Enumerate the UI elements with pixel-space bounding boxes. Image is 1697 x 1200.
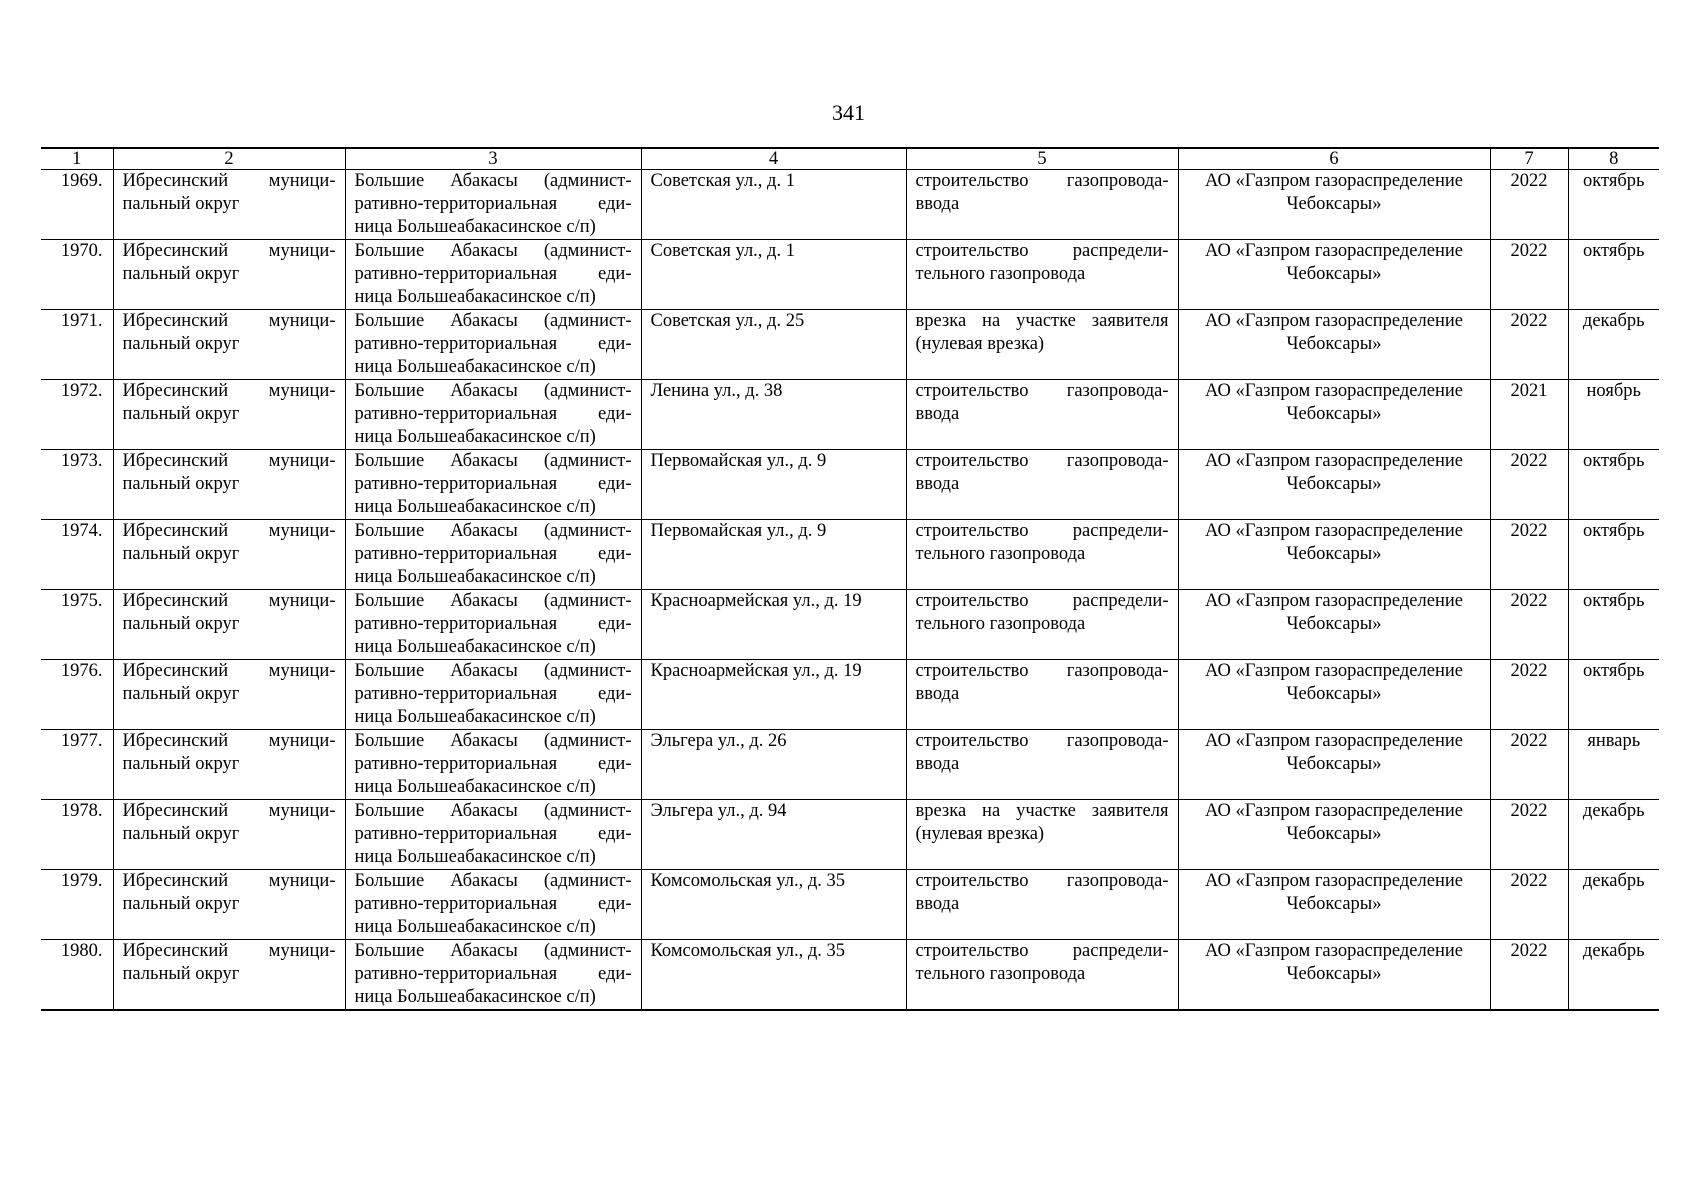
address-cell: Эльгера ул., д. 94: [641, 800, 906, 870]
year-cell: 2022: [1490, 310, 1568, 380]
column-header: 2: [113, 148, 345, 170]
year-cell: 2022: [1490, 520, 1568, 590]
row-number-cell: 1978.: [41, 800, 113, 870]
row-number-cell: 1977.: [41, 730, 113, 800]
month-cell: октябрь: [1568, 660, 1659, 730]
work-type-cell: строительство распредели-тельного газопровода: [906, 240, 1178, 310]
organization-cell: АО «Газпром газораспределение Чебоксары»: [1178, 310, 1490, 380]
month-cell: октябрь: [1568, 590, 1659, 660]
column-header: 5: [906, 148, 1178, 170]
district-cell: Ибресинский муници-пальный округ: [113, 450, 345, 520]
table-row: [41, 520, 1659, 590]
district-cell: Ибресинский муници-пальный округ: [113, 590, 345, 660]
year-cell: 2022: [1490, 660, 1568, 730]
row-number-cell: 1979.: [41, 870, 113, 940]
district-cell: Ибресинский муници-пальный округ: [113, 170, 345, 240]
work-type-cell: строительство распредели-тельного газопровода: [906, 940, 1178, 1011]
district-cell: Ибресинский муници-пальный округ: [113, 520, 345, 590]
table-row: [41, 870, 1659, 940]
work-type-cell: врезка на участке заявителя (нулевая врезка): [906, 310, 1178, 380]
locality-cell: Большие Абакасы (админист-ративно-территориальная еди-ница Большеабакасинское с/п): [345, 870, 641, 940]
locality-cell: Большие Абакасы (админист-ративно-территориальная еди-ница Большеабакасинское с/п): [345, 800, 641, 870]
locality-cell: Большие Абакасы (админист-ративно-территориальная еди-ница Большеабакасинское с/п): [345, 310, 641, 380]
organization-cell: АО «Газпром газораспределение Чебоксары»: [1178, 940, 1490, 1011]
table-row: [41, 240, 1659, 310]
month-cell: декабрь: [1568, 310, 1659, 380]
column-header: 8: [1568, 148, 1659, 170]
year-cell: 2022: [1490, 870, 1568, 940]
work-type-cell: строительство газопровода-ввода: [906, 870, 1178, 940]
district-cell: Ибресинский муници-пальный округ: [113, 870, 345, 940]
table-row: [41, 730, 1659, 800]
locality-cell: Большие Абакасы (админист-ративно-территориальная еди-ница Большеабакасинское с/п): [345, 940, 641, 1011]
month-cell: октябрь: [1568, 170, 1659, 240]
column-header: 3: [345, 148, 641, 170]
work-type-cell: строительство газопровода-ввода: [906, 450, 1178, 520]
organization-cell: АО «Газпром газораспределение Чебоксары»: [1178, 870, 1490, 940]
month-cell: январь: [1568, 730, 1659, 800]
organization-cell: АО «Газпром газораспределение Чебоксары»: [1178, 450, 1490, 520]
address-cell: Первомайская ул., д. 9: [641, 450, 906, 520]
work-type-cell: строительство газопровода-ввода: [906, 170, 1178, 240]
year-cell: 2022: [1490, 170, 1568, 240]
month-cell: декабрь: [1568, 870, 1659, 940]
year-cell: 2022: [1490, 940, 1568, 1011]
work-type-cell: строительство распредели-тельного газопровода: [906, 520, 1178, 590]
row-number-cell: 1974.: [41, 520, 113, 590]
gas-connection-table: [41, 147, 1659, 1011]
organization-cell: АО «Газпром газораспределение Чебоксары»: [1178, 240, 1490, 310]
district-cell: Ибресинский муници-пальный округ: [113, 730, 345, 800]
district-cell: Ибресинский муници-пальный округ: [113, 310, 345, 380]
work-type-cell: строительство газопровода-ввода: [906, 730, 1178, 800]
table-row: [41, 170, 1659, 240]
row-number-cell: 1980.: [41, 940, 113, 1011]
organization-cell: АО «Газпром газораспределение Чебоксары»: [1178, 590, 1490, 660]
table-row: [41, 940, 1659, 1011]
year-cell: 2021: [1490, 380, 1568, 450]
district-cell: Ибресинский муници-пальный округ: [113, 380, 345, 450]
row-number-cell: 1970.: [41, 240, 113, 310]
month-cell: декабрь: [1568, 940, 1659, 1011]
month-cell: октябрь: [1568, 520, 1659, 590]
district-cell: Ибресинский муници-пальный округ: [113, 800, 345, 870]
address-cell: Первомайская ул., д. 9: [641, 520, 906, 590]
month-cell: октябрь: [1568, 240, 1659, 310]
organization-cell: АО «Газпром газораспределение Чебоксары»: [1178, 520, 1490, 590]
month-cell: октябрь: [1568, 450, 1659, 520]
table-row: [41, 800, 1659, 870]
locality-cell: Большие Абакасы (админист-ративно-территориальная еди-ница Большеабакасинское с/п): [345, 170, 641, 240]
address-cell: Комсомольская ул., д. 35: [641, 940, 906, 1011]
table-row: [41, 450, 1659, 520]
row-number-cell: 1969.: [41, 170, 113, 240]
organization-cell: АО «Газпром газораспределение Чебоксары»: [1178, 660, 1490, 730]
address-cell: Комсомольская ул., д. 35: [641, 870, 906, 940]
district-cell: Ибресинский муници-пальный округ: [113, 660, 345, 730]
locality-cell: Большие Абакасы (админист-ративно-территориальная еди-ница Большеабакасинское с/п): [345, 380, 641, 450]
address-cell: Советская ул., д. 25: [641, 310, 906, 380]
table-header-row: [41, 148, 1659, 170]
column-header: 7: [1490, 148, 1568, 170]
row-number-cell: 1976.: [41, 660, 113, 730]
table-row: [41, 590, 1659, 660]
column-header: 1: [41, 148, 113, 170]
work-type-cell: строительство распредели-тельного газопровода: [906, 590, 1178, 660]
address-cell: Советская ул., д. 1: [641, 170, 906, 240]
table-body: [41, 148, 1659, 1010]
table-row: [41, 380, 1659, 450]
organization-cell: АО «Газпром газораспределение Чебоксары»: [1178, 800, 1490, 870]
year-cell: 2022: [1490, 240, 1568, 310]
locality-cell: Большие Абакасы (админист-ративно-территориальная еди-ница Большеабакасинское с/п): [345, 520, 641, 590]
organization-cell: АО «Газпром газораспределение Чебоксары»: [1178, 380, 1490, 450]
address-cell: Эльгера ул., д. 26: [641, 730, 906, 800]
year-cell: 2022: [1490, 450, 1568, 520]
organization-cell: АО «Газпром газораспределение Чебоксары»: [1178, 730, 1490, 800]
district-cell: Ибресинский муници-пальный округ: [113, 240, 345, 310]
year-cell: 2022: [1490, 730, 1568, 800]
row-number-cell: 1975.: [41, 590, 113, 660]
locality-cell: Большие Абакасы (админист-ративно-территориальная еди-ница Большеабакасинское с/п): [345, 240, 641, 310]
locality-cell: Большие Абакасы (админист-ративно-территориальная еди-ница Большеабакасинское с/п): [345, 730, 641, 800]
address-cell: Советская ул., д. 1: [641, 240, 906, 310]
month-cell: декабрь: [1568, 800, 1659, 870]
row-number-cell: 1971.: [41, 310, 113, 380]
column-header: 4: [641, 148, 906, 170]
year-cell: 2022: [1490, 800, 1568, 870]
row-number-cell: 1973.: [41, 450, 113, 520]
month-cell: ноябрь: [1568, 380, 1659, 450]
work-type-cell: строительство газопровода-ввода: [906, 660, 1178, 730]
address-cell: Ленина ул., д. 38: [641, 380, 906, 450]
row-number-cell: 1972.: [41, 380, 113, 450]
locality-cell: Большие Абакасы (админист-ративно-территориальная еди-ница Большеабакасинское с/п): [345, 590, 641, 660]
page-number: 341: [832, 100, 865, 125]
organization-cell: АО «Газпром газораспределение Чебоксары»: [1178, 170, 1490, 240]
locality-cell: Большие Абакасы (админист-ративно-территориальная еди-ница Большеабакасинское с/п): [345, 660, 641, 730]
table-row: [41, 660, 1659, 730]
locality-cell: Большие Абакасы (админист-ративно-территориальная еди-ница Большеабакасинское с/п): [345, 450, 641, 520]
table-row: [41, 310, 1659, 380]
district-cell: Ибресинский муници-пальный округ: [113, 940, 345, 1011]
work-type-cell: врезка на участке заявителя (нулевая врезка): [906, 800, 1178, 870]
address-cell: Красноармейская ул., д. 19: [641, 660, 906, 730]
year-cell: 2022: [1490, 590, 1568, 660]
address-cell: Красноармейская ул., д. 19: [641, 590, 906, 660]
work-type-cell: строительство газопровода-ввода: [906, 380, 1178, 450]
column-header: 6: [1178, 148, 1490, 170]
